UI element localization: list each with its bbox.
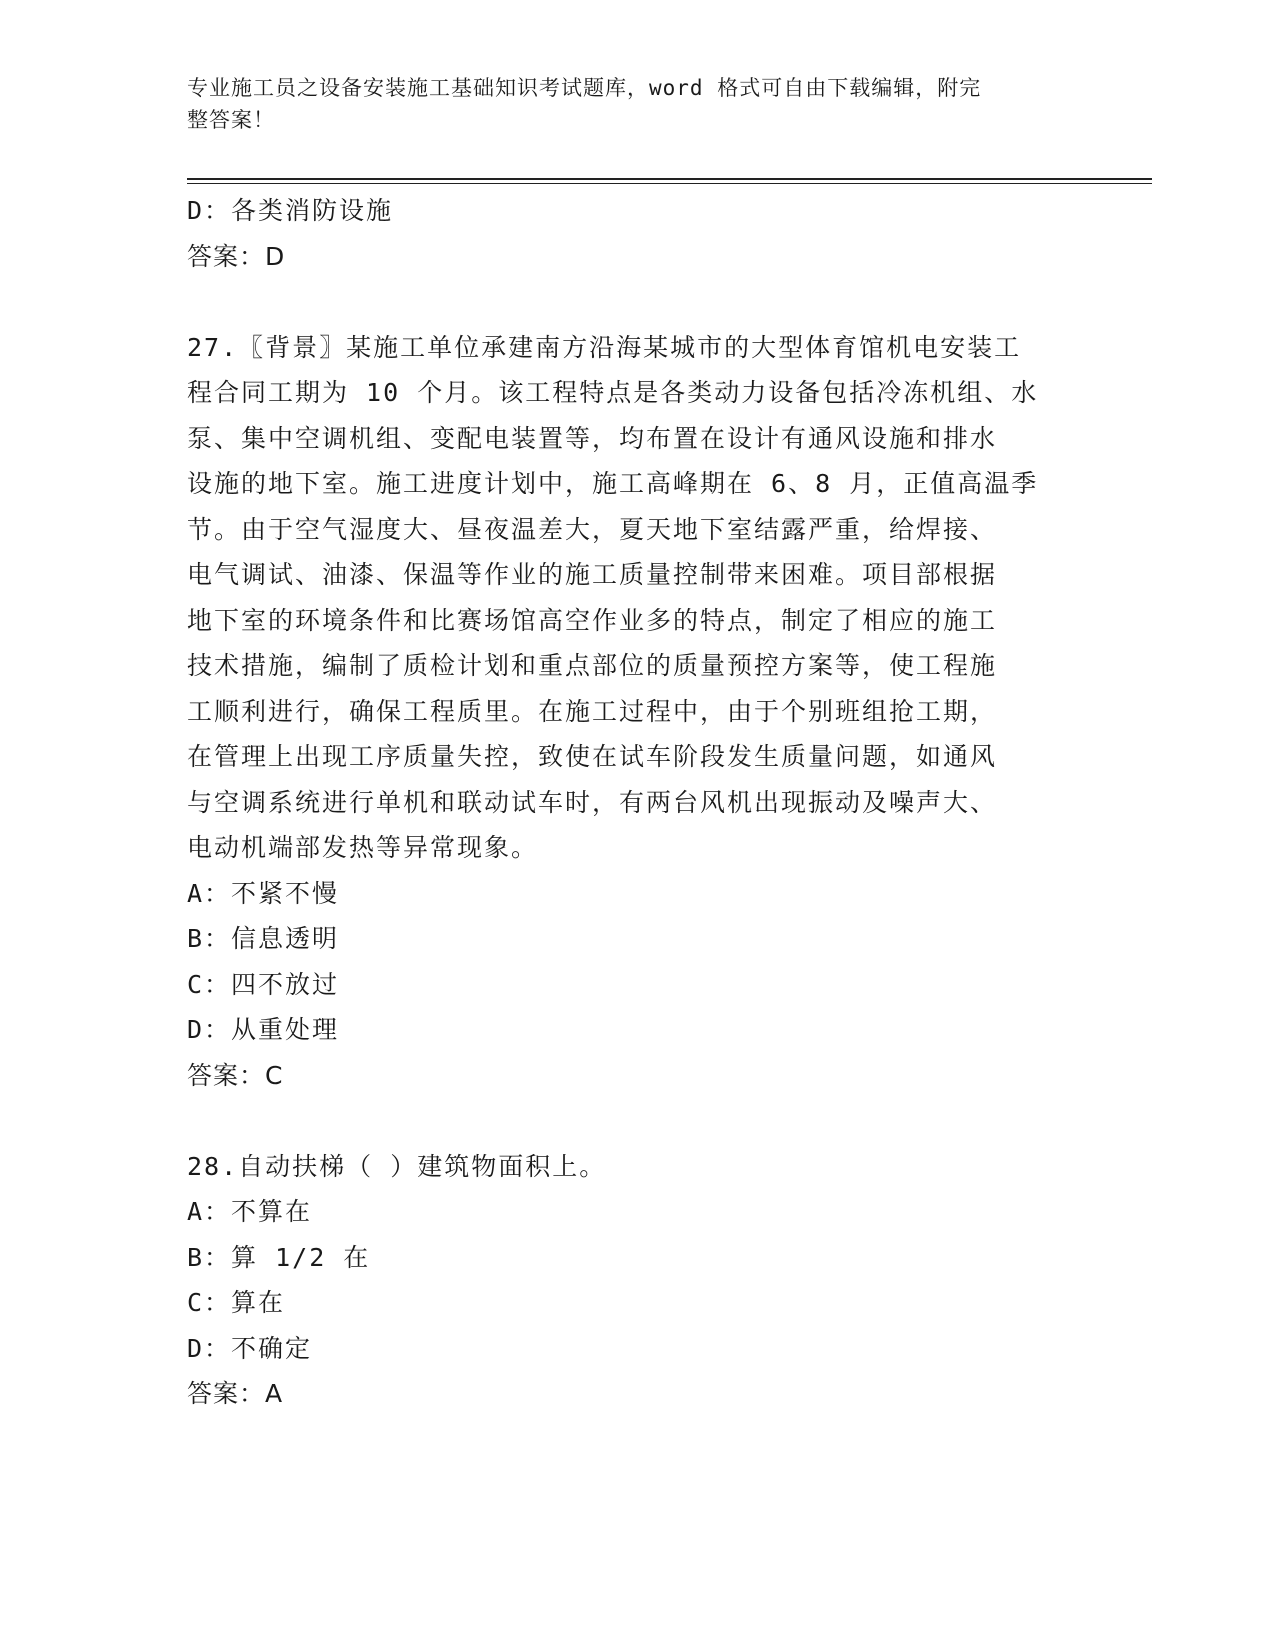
q27-stem-line: 程合同工期为 10 个月。该工程特点是各类动力设备包括冷冻机组、水 [187,378,1039,407]
q27-answer: 答案：C [187,1060,284,1090]
q27-stem-line: 设施的地下室。施工进度计划中，施工高峰期在 6、8 月，正值高温季 [187,469,1039,498]
header-line-2: 整答案！ [187,108,275,132]
page-header [187,72,1067,136]
q27-stem-line: 节。由于空气湿度大、昼夜温差大，夏天地下室结露严重，给焊接、 [187,514,998,544]
q27-option-d: D：从重处理 [187,1015,340,1044]
q27-stem-line: 在管理上出现工序质量失控，致使在试车阶段发生质量问题，如通风 [187,742,998,771]
q28-option-b: B：算 1/2 在 [187,1242,371,1272]
header-rule-thick [187,178,1152,180]
question-28 [187,1144,1087,1417]
q27-option-c: C：四不放过 [187,969,340,999]
q28-answer: 答案：A [187,1379,284,1408]
q27-stem-line: 技术措施，编制了质检计划和重点部位的质量预控方案等，使工程施 [187,651,998,680]
header-rule-thin [187,183,1152,184]
q28-option-c: C：算在 [187,1288,286,1317]
q28-stem: 28.自动扶梯（ ）建筑物面积上。 [187,1151,607,1181]
spacer [187,1098,1087,1144]
q27-stem-line: 泵、集中空调机组、变配电装置等，均布置在设计有通风设施和排水 [187,423,998,453]
q28-option-d: D：不确定 [187,1333,313,1363]
header-line-1: 专业施工员之设备安装施工基础知识考试题库，word 格式可自由下载编辑，附完 [187,76,982,100]
q27-stem-line: 地下室的环境条件和比赛场馆高空作业多的特点，制定了相应的施工 [187,605,998,635]
q28-option-a: A：不算在 [187,1197,313,1226]
q27-stem-line: 与空调系统进行单机和联动试车时，有两台风机出现振动及噪声大、 [187,787,998,817]
q27-stem-line: 工顺利进行，确保工程质里。在施工过程中，由于个别班组抢工期， [187,696,998,726]
q27-stem-line: 27.〖背景〗某施工单位承建南方沿海某城市的大型体育馆机电安装工 [187,332,1022,362]
q27-option-b: B：信息透明 [187,924,340,953]
prev-option-d: D：各类消防设施 [187,196,394,225]
q27-stem-line: 电气调试、油漆、保温等作业的施工质量控制带来困难。项目部根据 [187,560,998,589]
question-27 [187,325,1087,1099]
q27-stem-line: 电动机端部发热等异常现象。 [187,833,539,862]
prev-answer: 答案：D [187,241,286,271]
q27-option-a: A：不紧不慢 [187,878,340,908]
page-content [187,188,1087,1417]
spacer [187,279,1087,325]
